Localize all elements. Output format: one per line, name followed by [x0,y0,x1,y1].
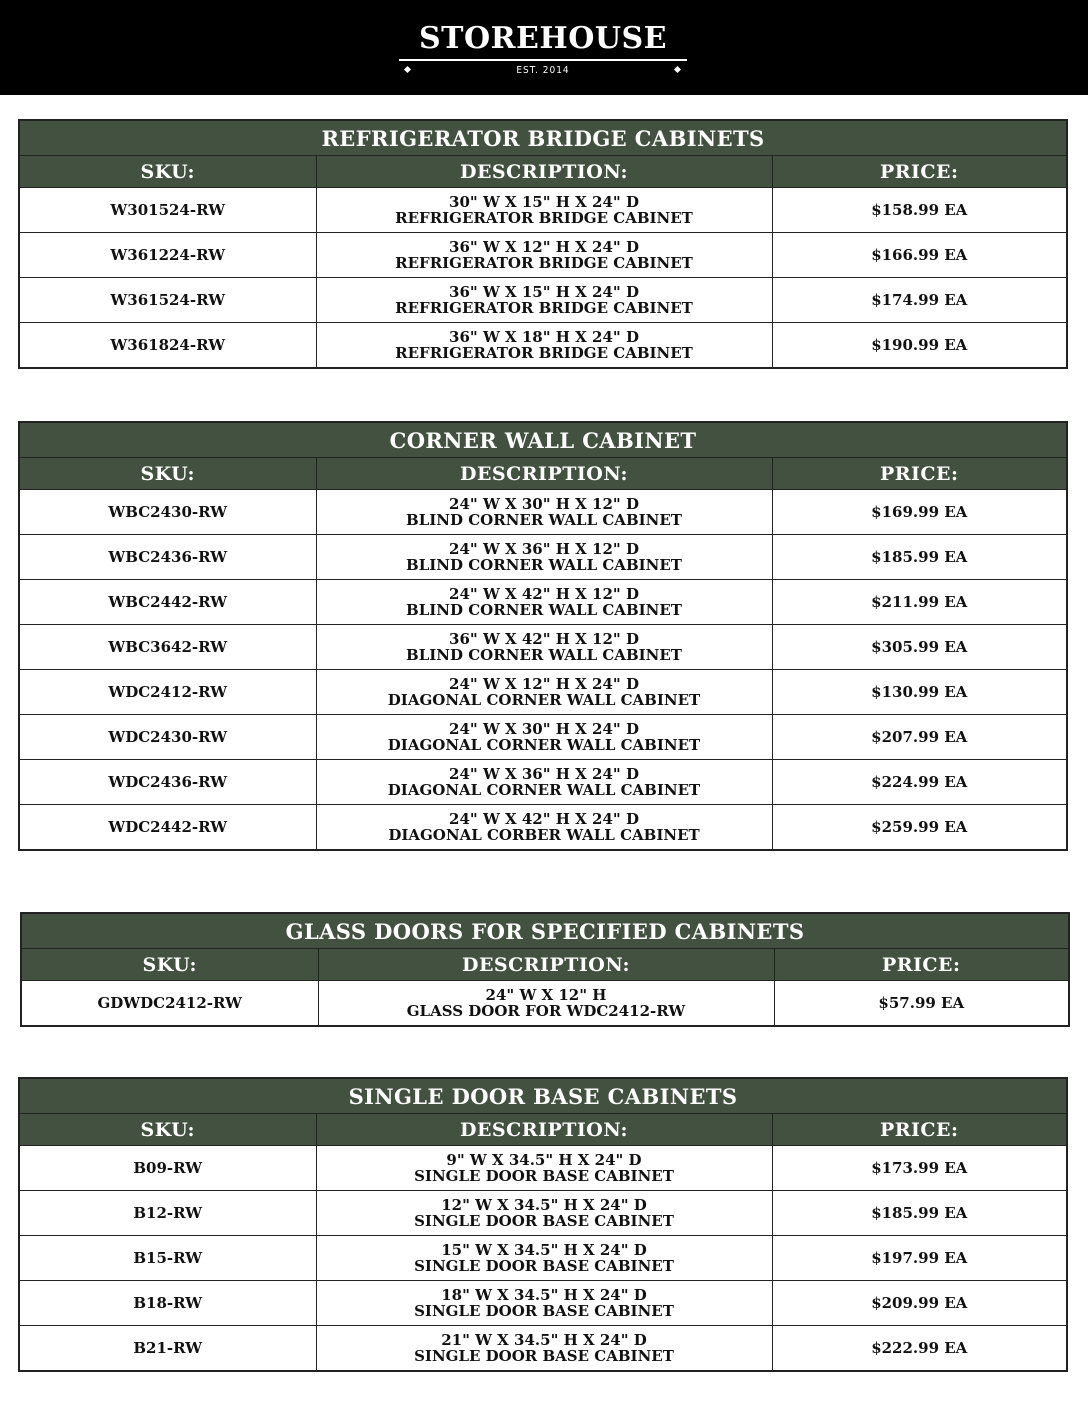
brand-name: STOREHOUSE [418,21,668,56]
sku-cell: B21-RW [19,1326,316,1372]
section-table-refrigerator-bridge [18,119,1068,369]
sku-cell: W361824-RW [19,323,316,369]
top-banner [0,0,1088,95]
table-row [19,233,1067,278]
column-header-description: DESCRIPTION: [316,156,772,188]
price-cell: $224.99 EA [772,760,1067,805]
price-cell: $166.99 EA [772,233,1067,278]
description-cell [316,490,772,535]
table-row [19,805,1067,851]
table-row [19,1146,1067,1191]
price-cell: $222.99 EA [772,1326,1067,1372]
table-row [19,580,1067,625]
column-header-price: PRICE: [772,156,1067,188]
product-name-text: DIAGONAL CORNER WALL CABINET [387,691,701,709]
column-header-description: DESCRIPTION: [316,458,772,490]
column-header-sku: SKU: [19,458,316,490]
column-header-price: PRICE: [772,458,1067,490]
section-title: GLASS DOORS FOR SPECIFIED CABINETS [21,913,1069,949]
price-cell: $207.99 EA [772,715,1067,760]
description-cell [316,1326,772,1372]
column-header-price: PRICE: [772,1114,1067,1146]
logo-divider [399,59,687,61]
description-cell [316,760,772,805]
table-row [19,490,1067,535]
price-cell: $173.99 EA [772,1146,1067,1191]
product-name-text: BLIND CORNER WALL CABINET [406,556,682,574]
product-name-text: SINGLE DOOR BASE CABINET [414,1257,674,1275]
description-cell [316,323,772,369]
column-header-description: DESCRIPTION: [316,1114,772,1146]
dimensions-text: 24" W X 30" H X 24" D [449,720,639,738]
product-name-text: DIAGONAL CORBER WALL CABINET [388,826,700,844]
sku-cell: WBC2430-RW [19,490,316,535]
price-cell: $57.99 EA [774,981,1069,1027]
product-name-text: REFRIGERATOR BRIDGE CABINET [395,209,693,227]
dimensions-text: 36" W X 12" H X 24" D [449,238,639,256]
price-cell: $259.99 EA [772,805,1067,851]
dimensions-text: 24" W X 42" H X 12" D [449,585,639,603]
sku-cell: B09-RW [19,1146,316,1191]
dimensions-text: 15" W X 34.5" H X 24" D [441,1241,647,1259]
product-name-text: REFRIGERATOR BRIDGE CABINET [395,344,693,362]
sku-cell: GDWDC2412-RW [21,981,318,1027]
price-cell: $185.99 EA [772,535,1067,580]
dimensions-text: 30" W X 15" H X 24" D [449,193,639,211]
price-cell: $158.99 EA [772,188,1067,233]
table-row [19,670,1067,715]
product-name-text: SINGLE DOOR BASE CABINET [414,1302,674,1320]
description-cell [316,1146,772,1191]
description-cell [316,1191,772,1236]
sku-cell: W301524-RW [19,188,316,233]
sku-cell: WDC2412-RW [19,670,316,715]
table-row [19,625,1067,670]
column-header-sku: SKU: [21,949,318,981]
price-cell: $197.99 EA [772,1236,1067,1281]
description-cell [316,1281,772,1326]
dimensions-text: 24" W X 12" H X 24" D [449,675,639,693]
table-row [19,1326,1067,1372]
product-name-text: REFRIGERATOR BRIDGE CABINET [395,299,693,317]
sku-cell: B18-RW [19,1281,316,1326]
table-row [19,715,1067,760]
price-cell: $190.99 EA [772,323,1067,369]
sku-cell: W361524-RW [19,278,316,323]
sku-cell: WBC3642-RW [19,625,316,670]
table-row [19,1236,1067,1281]
product-name-text: SINGLE DOOR BASE CABINET [414,1212,674,1230]
storehouse-logo [399,22,687,82]
sku-cell: WDC2430-RW [19,715,316,760]
column-header-price: PRICE: [774,949,1069,981]
section-title: REFRIGERATOR BRIDGE CABINETS [19,120,1067,156]
sku-cell: B12-RW [19,1191,316,1236]
table-row [19,535,1067,580]
dimensions-text: 24" W X 12" H [485,986,607,1004]
description-cell [316,535,772,580]
description-cell [316,805,772,851]
dimensions-text: 36" W X 15" H X 24" D [449,283,639,301]
sku-cell: B15-RW [19,1236,316,1281]
sku-cell: WDC2436-RW [19,760,316,805]
product-name-text: BLIND CORNER WALL CABINET [406,601,682,619]
table-row [19,1191,1067,1236]
dimensions-text: 24" W X 42" H X 24" D [449,810,639,828]
table-row [19,278,1067,323]
description-cell [316,278,772,323]
established-text: EST. 2014 [516,65,570,76]
description-cell [316,233,772,278]
price-cell: $185.99 EA [772,1191,1067,1236]
description-cell [316,715,772,760]
table-row [19,1281,1067,1326]
section-table-single-door-base [18,1077,1068,1372]
sku-cell: WBC2436-RW [19,535,316,580]
section-title: CORNER WALL CABINET [19,422,1067,458]
product-name-text: SINGLE DOOR BASE CABINET [414,1347,674,1365]
product-name-text: REFRIGERATOR BRIDGE CABINET [395,254,693,272]
description-cell [318,981,774,1027]
description-cell [316,580,772,625]
price-cell: $130.99 EA [772,670,1067,715]
description-cell [316,625,772,670]
dimensions-text: 24" W X 36" H X 12" D [449,540,639,558]
product-name-text: DIAGONAL CORNER WALL CABINET [387,736,701,754]
sku-cell: W361224-RW [19,233,316,278]
dimensions-text: 36" W X 18" H X 24" D [449,328,639,346]
dimensions-text: 9" W X 34.5" H X 24" D [446,1151,642,1169]
sku-cell: WBC2442-RW [19,580,316,625]
product-name-text: BLIND CORNER WALL CABINET [406,646,682,664]
column-header-sku: SKU: [19,156,316,188]
table-row [19,188,1067,233]
section-table-corner-wall [18,421,1068,851]
dimensions-text: 18" W X 34.5" H X 24" D [441,1286,647,1304]
column-header-sku: SKU: [19,1114,316,1146]
column-header-description: DESCRIPTION: [318,949,774,981]
section-table-glass-doors [20,912,1070,1027]
price-cell: $305.99 EA [772,625,1067,670]
table-row [19,323,1067,369]
price-cell: $209.99 EA [772,1281,1067,1326]
product-name-text: GLASS DOOR FOR WDC2412-RW [406,1002,686,1020]
dimensions-text: 12" W X 34.5" H X 24" D [441,1196,647,1214]
sku-cell: WDC2442-RW [19,805,316,851]
product-name-text: DIAGONAL CORNER WALL CABINET [387,781,701,799]
dimensions-text: 24" W X 36" H X 24" D [449,765,639,783]
description-cell [316,670,772,715]
description-cell [316,188,772,233]
description-cell [316,1236,772,1281]
table-row [19,760,1067,805]
product-name-text: SINGLE DOOR BASE CABINET [414,1167,674,1185]
dimensions-text: 21" W X 34.5" H X 24" D [441,1331,647,1349]
product-name-text: BLIND CORNER WALL CABINET [406,511,682,529]
price-cell: $174.99 EA [772,278,1067,323]
price-cell: $211.99 EA [772,580,1067,625]
section-title: SINGLE DOOR BASE CABINETS [19,1078,1067,1114]
dimensions-text: 36" W X 42" H X 12" D [449,630,639,648]
price-cell: $169.99 EA [772,490,1067,535]
dimensions-text: 24" W X 30" H X 12" D [449,495,639,513]
table-row [21,981,1069,1027]
